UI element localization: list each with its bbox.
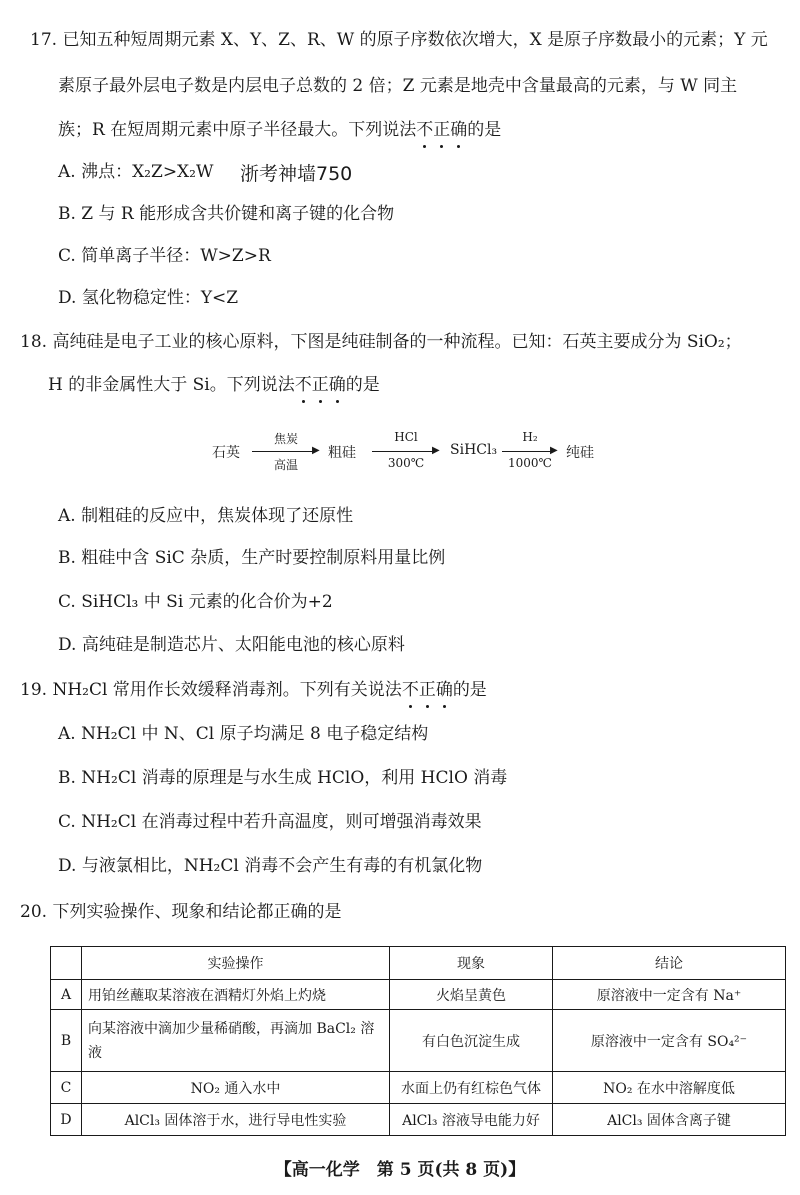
q18-option-d[interactable]: D. 高纯硅是制造芯片、太阳能电池的核心原料 [58, 635, 405, 655]
table-header-conclusion: 结论 [553, 947, 786, 980]
flow-arrow-3-reagent: H₂ [522, 430, 538, 444]
q17-option-c[interactable]: C. 简单离子半径：W>Z>R [58, 246, 271, 266]
q17-stem-line-3-start: 族；R 在短周期元素中原子半径最大。下列说法 [58, 120, 417, 140]
q18-stem-line-2 [48, 373, 380, 397]
flow-arrow-1-condition: 高温 [273, 458, 298, 472]
q17-option-a[interactable]: A. 沸点：X₂Z>X₂W [58, 162, 214, 182]
table-header-label [51, 947, 82, 980]
cell-conclusion: 原溶液中一定含有 SO₄²⁻ [553, 1010, 786, 1072]
flow-arrow-2-reagent: HCl [394, 430, 418, 444]
q18-option-c[interactable]: C. SiHCl₃ 中 Si 元素的化合价为+2 [58, 592, 333, 612]
cell-operation: NO₂ 通入水中 [82, 1072, 390, 1104]
arrow-head-icon: ▶ [550, 445, 558, 456]
table-header-operation: 实验操作 [82, 947, 390, 980]
emphasis-char: 正 [418, 680, 436, 700]
table-row [51, 980, 786, 1010]
cell-conclusion: NO₂ 在水中溶解度低 [553, 1072, 786, 1104]
q19-stem-end: 的是 [452, 680, 487, 700]
cell-conclusion: 原溶液中一定含有 Na⁺ [553, 980, 786, 1010]
flow-arrow-3 [502, 451, 554, 452]
emphasis-char: 不 [416, 120, 434, 140]
q18-option-a[interactable]: A. 制粗硅的反应中，焦炭体现了还原性 [58, 506, 354, 526]
watermark-text: 浙考神墙750 [240, 163, 353, 185]
q18-stem-line-2-end: 的是 [345, 375, 380, 395]
q19-option-d[interactable]: D. 与液氯相比，NH₂Cl 消毒不会产生有毒的有机氯化物 [58, 856, 483, 876]
process-flow-diagram [212, 428, 612, 476]
cell-phenomenon: 火焰呈黄色 [390, 980, 553, 1010]
cell-operation: 向某溶液中滴加少量稀硝酸，再滴加 BaCl₂ 溶液 [82, 1010, 390, 1072]
flow-arrow-2 [372, 451, 436, 452]
cell-operation: 用铂丝蘸取某溶液在酒精灯外焰上灼烧 [82, 980, 390, 1010]
emphasis-char: 确 [435, 680, 453, 700]
q18-option-b[interactable]: B. 粗硅中含 SiC 杂质，生产时要控制原料用量比例 [58, 548, 446, 568]
emphasis-char: 确 [450, 120, 468, 140]
flow-arrow-2-condition: 300℃ [387, 456, 425, 470]
cell-phenomenon: 水面上仍有红棕色气体 [390, 1072, 553, 1104]
cell-operation: AlCl₃ 固体溶于水，进行导电性实验 [82, 1104, 390, 1136]
q19-option-c[interactable]: C. NH₂Cl 在消毒过程中若升高温度，则可增强消毒效果 [58, 812, 482, 832]
emphasis-char: 正 [311, 375, 329, 395]
q17-stem-line-3-end: 的是 [467, 120, 502, 140]
q20-stem: 20. 下列实验操作、现象和结论都正确的是 [20, 902, 342, 922]
row-label: D [51, 1104, 82, 1136]
row-label: A [51, 980, 82, 1010]
q17-stem-line-1: 17. 已知五种短周期元素 X、Y、Z、R、W 的原子序数依次增大，X 是原子序数最小的元素；Y 元 [30, 30, 768, 50]
row-label: B [51, 1010, 82, 1072]
arrow-head-icon: ▶ [432, 445, 440, 456]
page-footer: 【高一化学 第 5 页(共 8 页)】 [274, 1160, 526, 1180]
flow-node-sihcl3: SiHCl₃ [450, 442, 498, 458]
table-header-phenomenon: 现象 [390, 947, 553, 980]
table-header-row [51, 947, 786, 980]
cell-phenomenon: AlCl₃ 溶液导电能力好 [390, 1104, 553, 1136]
q19-stem [20, 678, 487, 702]
table-row [51, 1104, 786, 1136]
flow-node-crude-silicon: 粗硅 [328, 445, 356, 461]
flow-arrow-1-reagent: 焦炭 [273, 432, 298, 446]
table-row [51, 1072, 786, 1104]
q19-stem-start: 19. NH₂Cl 常用作长效缓释消毒剂。下列有关说法 [20, 680, 402, 700]
emphasis-char: 确 [328, 375, 346, 395]
q17-stem-line-3 [58, 118, 501, 142]
flow-node-pure-silicon: 纯硅 [566, 445, 594, 461]
arrow-head-icon: ▶ [312, 445, 320, 456]
q18-stem-line-1: 18. 高纯硅是电子工业的核心原料，下图是纯硅制备的一种流程。已知：石英主要成分为 SiO₂； [20, 332, 742, 352]
emphasis-char: 不 [401, 680, 419, 700]
table-row [51, 1010, 786, 1072]
row-label: C [51, 1072, 82, 1104]
q17-option-b[interactable]: B. Z 与 R 能形成含共价键和离子键的化合物 [58, 204, 395, 224]
q17-stem-line-2: 素原子最外层电子数是内层电子总数的 2 倍；Z 元素是地壳中含量最高的元素，与 W 同主 [58, 76, 738, 96]
flow-arrow-1 [252, 451, 316, 452]
q19-option-b[interactable]: B. NH₂Cl 消毒的原理是与水生成 HClO，利用 HClO 消毒 [58, 768, 508, 788]
q19-option-a[interactable]: A. NH₂Cl 中 N、Cl 原子均满足 8 电子稳定结构 [58, 724, 429, 744]
emphasis-char: 不 [294, 375, 312, 395]
flow-arrow-3-condition: 1000℃ [508, 456, 552, 470]
cell-conclusion: AlCl₃ 固体含离子键 [553, 1104, 786, 1136]
emphasis-char: 正 [433, 120, 451, 140]
q17-option-d[interactable]: D. 氢化物稳定性：Y<Z [58, 288, 239, 308]
experiment-table [50, 946, 786, 1136]
flow-node-quartz: 石英 [212, 445, 240, 461]
cell-phenomenon: 有白色沉淀生成 [390, 1010, 553, 1072]
q18-stem-line-2-start: H 的非金属性大于 Si。下列说法 [48, 375, 295, 395]
